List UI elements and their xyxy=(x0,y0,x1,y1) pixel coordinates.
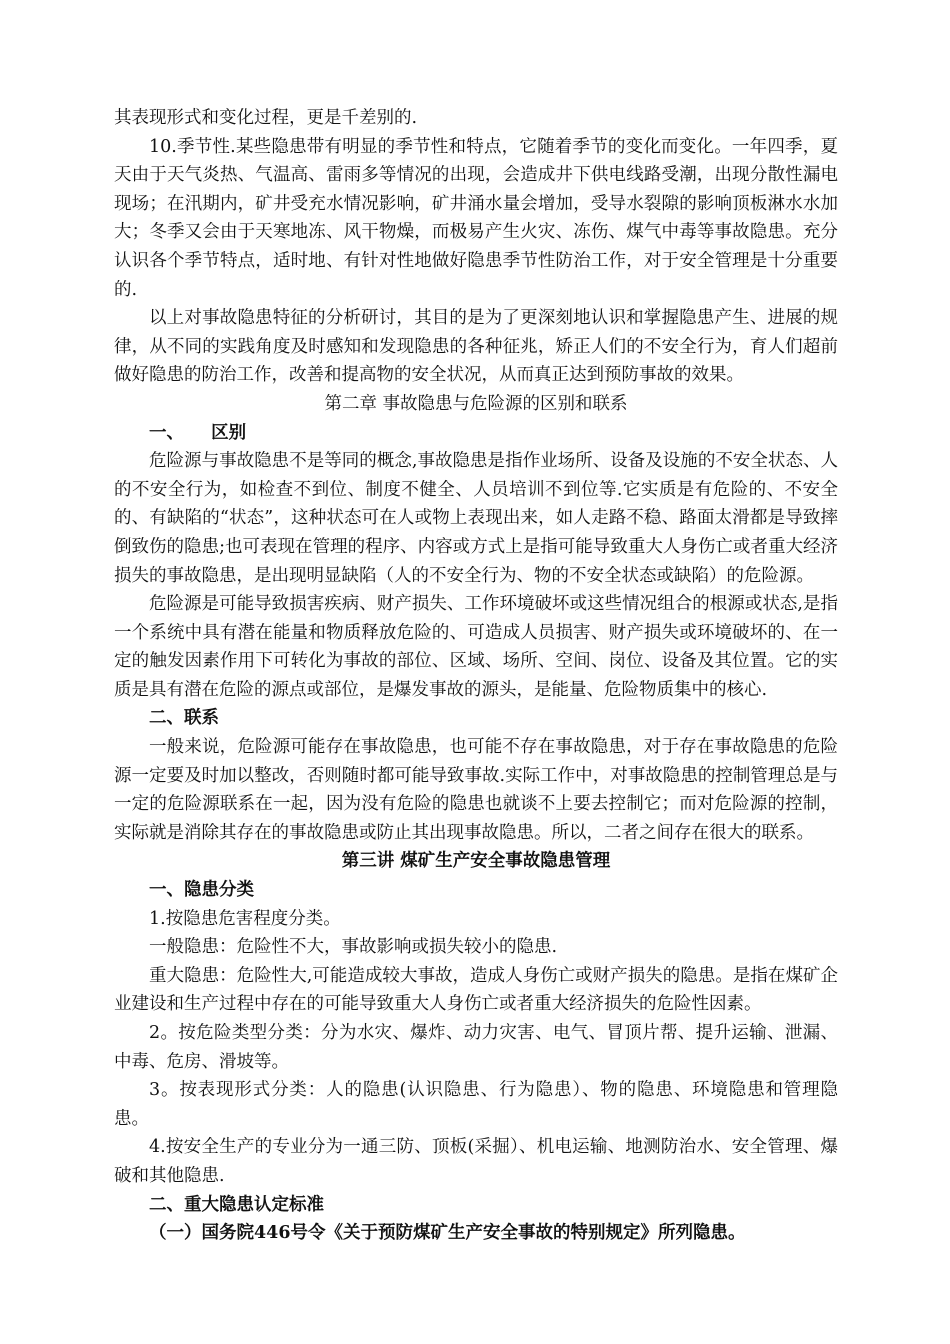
paragraph: 以上对事故隐患特征的分析研讨，其目的是为了更深刻地认识和掌握隐患产生、进展的规律，从不同的实践角度及时感知和发现隐患的各种征兆，矫正人们的不安全行为，育人们超前做好隐患的防治工作，改善和提高物的安全状况，从而真正达到预防事故的效果。 xyxy=(114,308,838,386)
paragraph: 重大隐患：危险性大,可能造成较大事故，造成人身伤亡或财产损失的隐患。是指在煤矿企业建设和生产过程中存在的可能导致重大人身伤亡或者重大经济损失的危险性因素。 xyxy=(114,965,838,1015)
paragraph: 一般来说，危险源可能存在事故隐患，也可能不存在事故隐患，对于存在事故隐患的危险源一定要及时加以整改，否则随时都可能导致事故.实际工作中，对事故隐患的控制管理总是与一定的危险源联系在一起，因为没有危险的隐患也就谈不上要去控制它；而对危险源的控制，实际就是消除其存在的事故隐患或防止其出现事故隐患。所以，二者之间存在很大的联系。 xyxy=(114,737,838,843)
paragraph: 2。按危险类型分类：分为水灾、爆炸、动力灾害、电气、冒顶片帮、提升运输、泄漏、中毒、危房、滑坡等。 xyxy=(114,1023,838,1072)
paragraph: 1.按隐患危害程度分类。 xyxy=(149,908,341,929)
subsection-heading: （一）国务院446号令《关于预防煤矿生产安全事故的特别规定》所列隐患。 xyxy=(149,1223,746,1244)
paragraph: 10.季节性.某些隐患带有明显的季节性和特点，它随着季节的变化而变化。一年四季，夏天由于天气炎热、气温高、雷雨多等情况的出现，会造成井下供电线路受潮，出现分散性漏电现场；在汛期内，矿井受充水情况影响，矿井涌水量会增加，受导水裂隙的影响顶板淋水水加大；冬季又会由于天寒地冻、风干物燥，而极易产生火灾、冻伤、煤气中毒等事故隐患。充分认识各个季节特点，适时地、有针对性地做好隐患季节性防治工作，对于安全管理是十分重要的. xyxy=(114,136,838,300)
paragraph: 其表现形式和变化过程，更是千差别的. xyxy=(114,108,418,128)
paragraph: 一般隐患：危险性不大，事故影响或损失较小的隐患. xyxy=(149,937,558,958)
section-heading: 二、联系 xyxy=(149,708,219,729)
document-page xyxy=(114,104,838,1248)
section-heading: 二、重大隐患认定标准 xyxy=(149,1194,324,1215)
lecture-heading: 第三讲 煤矿生产安全事故隐患管理 xyxy=(341,851,611,872)
paragraph: 3。按表现形式分类：人的隐患(认识隐患、行为隐患）、物的隐患、环境隐患和管理隐患。 xyxy=(114,1080,838,1129)
paragraph: 危险源是可能导致损害疾病、财产损失、工作环境破坏或这些情况组合的根源或状态,是指一个系统中具有潜在能量和物质释放危险的、可造成人员损害、财产损失或环境破坏的、在一定的触发因素作用下可转化为事故的部位、区域、场所、空间、岗位、设备及其位置。它的实质是具有潜在危险的源点或部位，是爆发事故的源头，是能量、危险物质集中的核心. xyxy=(114,594,838,700)
chapter-heading: 第二章 事故隐患与危险源的区别和联系 xyxy=(324,393,628,414)
paragraph: 4.按安全生产的专业分为一通三防、顶板(采掘）、机电运输、地测防治水、安全管理、爆破和其他隐患. xyxy=(114,1137,838,1186)
section-heading: 一、 区别 xyxy=(149,422,247,443)
section-heading: 一、隐患分类 xyxy=(149,880,254,901)
paragraph: 危险源与事故隐患不是等同的概念,事故隐患是指作业场所、设备及设施的不安全状态、人的不安全行为，如检查不到位、制度不健全、人员培训不到位等.它实质是有危险的、不安全的、有缺陷的“状态”，这种状态可在人或物上表现出来，如人走路不稳、路面太滑都是导致摔倒致伤的隐患;也可表现在管理的程序、内容或方式上是指可能导致重大人身伤亡或者重大经济损失的事故隐患，是出现明显缺陷（人的不安全行为、物的不安全状态或缺陷）的危险源。 xyxy=(114,451,838,586)
